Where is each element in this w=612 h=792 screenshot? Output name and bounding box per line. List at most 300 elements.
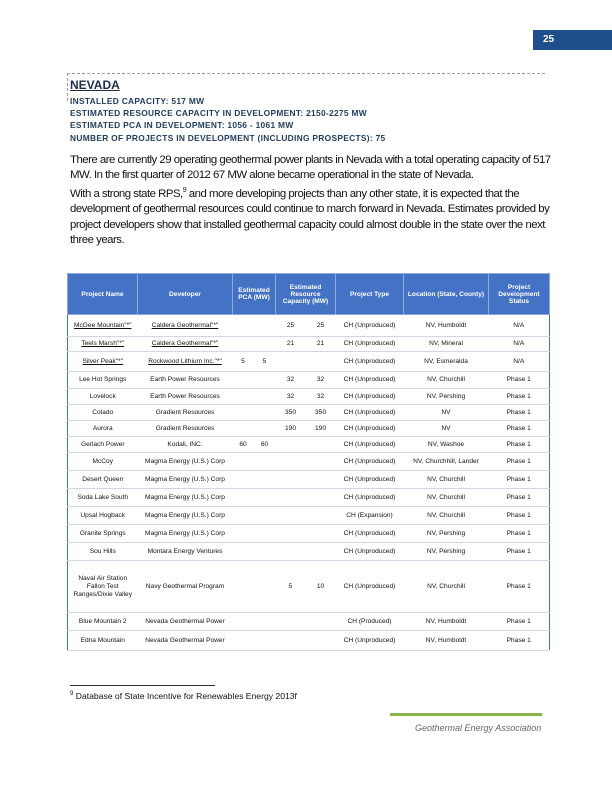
cell-text: CH (Unproduced) [343,475,396,483]
table-cell [138,613,233,631]
footer-org: Geothermal Energy Association [415,723,542,733]
cell-text: 10 [316,582,325,590]
column-header: Estimated Resource Capacity (MW) [276,274,336,315]
table-cell [233,337,254,352]
table-row [68,613,550,631]
cell-text: NV, Churchill [427,475,465,483]
column-header: Developer [138,274,233,315]
table-cell [276,337,306,352]
table-cell [489,405,550,421]
cell-text: Phase 1 [506,475,531,483]
table-cell [276,561,306,613]
table-cell [138,315,233,337]
footnote-number: 9 [70,691,74,698]
cell-text: NV, Humboldt [425,321,467,329]
table-cell [404,389,489,405]
table-row [68,561,550,613]
table-cell [404,613,489,631]
table-cell [254,613,276,631]
table-row [68,389,550,405]
cell-text: NV, Churchill [427,493,465,501]
cell-text: 350 [314,408,326,416]
table-cell [254,543,276,561]
cell-text: NV, Mineral [429,340,463,347]
cell-text: Phase 1 [506,547,531,555]
table-cell [336,507,404,525]
cell-text: NV, Humboldt [425,636,467,644]
cell-text: NV, Humboldt [425,617,467,625]
cell-text: Soda Lake South [77,493,129,501]
table-cell [233,372,254,389]
table-cell [404,352,489,372]
cell-text: NV, Pershing [426,392,466,400]
cell-text: NV, Churchill [427,511,465,519]
cell-text: 60 [260,440,269,448]
table-cell [404,405,489,421]
cell-text: Phase 1 [506,408,531,416]
cell-text: Montara Energy Ventures [147,547,223,555]
table-cell [233,525,254,543]
table-cell [489,372,550,389]
cell-text: Magma Energy (U.S.) Corp [145,475,225,483]
table-cell [68,337,138,352]
cell-text: 350 [284,408,296,416]
table-cell [404,471,489,489]
cell-text: N/A [513,357,525,365]
cell-text: Naval Air Station Fallon Test Ranges/Dixie Valley [73,574,133,598]
table-cell [276,489,306,507]
projects-table [67,273,550,651]
cell-text: CH (Unproduced) [343,408,396,416]
cell-text: CH (Unproduced) [343,493,396,501]
table-cell [254,489,276,507]
table-cell [404,561,489,613]
table-cell [489,561,550,613]
divider [67,73,545,74]
cell-text: 21 [316,340,325,347]
cell-text: 25 [286,321,295,329]
footnote-rule [70,685,215,686]
table-cell [404,543,489,561]
table-cell [404,421,489,437]
table-cell [306,613,336,631]
cell-text: Gradient Resources [155,408,215,416]
table-cell [489,489,550,507]
table-cell [404,489,489,507]
table-cell [336,337,404,352]
cell-text: Teels Marsh"*" [81,340,125,347]
table-row [68,471,550,489]
table-cell [233,471,254,489]
table-cell [254,437,276,453]
table-cell [306,631,336,651]
cell-text: Phase 1 [506,392,531,400]
cell-text: McGee Mountain"*" [74,321,132,329]
table-cell [306,507,336,525]
table-cell [68,437,138,453]
footer-rule [390,713,542,716]
cell-text: Colado [92,408,114,416]
table-cell [306,352,336,372]
table-cell [404,525,489,543]
table-cell [233,315,254,337]
cell-text: CH (Unproduced) [343,340,396,347]
table-cell [138,489,233,507]
table-cell [233,613,254,631]
table-cell [233,453,254,471]
cell-text: Phase 1 [506,424,531,432]
stat-line: ESTIMATED RESOURCE CAPACITY IN DEVELOPMENT: 2150-2275 MW [70,108,367,119]
table-cell [233,507,254,525]
cell-text: 32 [316,392,325,400]
table-cell [68,543,138,561]
table-cell [489,437,550,453]
table-cell [233,437,254,453]
cell-text: CH (Unproduced) [343,376,396,383]
table-cell [68,489,138,507]
cell-text: NV, Churchill [427,582,465,590]
cell-text: CH (Unproduced) [343,636,396,644]
table-cell [254,372,276,389]
table-cell [336,437,404,453]
cell-text: 32 [316,376,325,383]
table-cell [404,631,489,651]
cell-text: Magma Energy (U.S.) Corp [145,493,225,501]
table-cell [306,437,336,453]
cell-text: NV, Churchhill, Lander [413,457,479,465]
table-cell [138,453,233,471]
table-cell [68,421,138,437]
table-cell [276,372,306,389]
column-header: Project Development Status [489,274,550,315]
table-cell [138,507,233,525]
cell-text: 190 [314,424,326,432]
table-cell [489,389,550,405]
cell-text: Phase 1 [506,376,531,383]
cell-text: McCoy [92,457,113,465]
table-cell [254,507,276,525]
column-header: Estimated PCA (MW) [233,274,276,315]
text: and more developing projects than any other state, it is expected that the development of geothermal resources could continue to march forward in Nevada. Estimates provided by project developers show that installed geothermal capacity could almost double in the state over the next three years. [70,188,550,246]
table-cell [306,543,336,561]
cell-text: Magma Energy (U.S.) Corp [145,529,225,537]
cell-text: Silver Peak"*" [82,357,124,365]
section-title: NEVADA [70,78,120,92]
table-cell [404,337,489,352]
cell-text: CH (Unproduced) [343,457,396,465]
cell-text: Magma Energy (U.S.) Corp [145,511,225,519]
table-cell [404,453,489,471]
table-cell [336,453,404,471]
table-cell [489,421,550,437]
table-cell [68,352,138,372]
cell-text: CH (Unproduced) [343,357,396,365]
table-row [68,421,550,437]
table-cell [138,372,233,389]
cell-text: Earth Power Resources [150,376,220,383]
table-cell [336,631,404,651]
cell-text: Upsal Hogback [80,511,126,519]
table-cell [276,543,306,561]
cell-text: NV, Esmeralda [424,357,468,365]
table-cell [254,315,276,337]
table-cell [138,405,233,421]
table-cell [276,421,306,437]
cell-text: 5 [262,357,267,365]
cell-text: CH (Unproduced) [343,392,396,400]
cell-text: Edna Mountain [80,636,125,644]
cell-text: Blue Mountain 2 [78,617,127,625]
table-cell [254,471,276,489]
table-cell [336,561,404,613]
cell-text: Nevada Geothermal Power [145,636,225,644]
table-cell [276,405,306,421]
table-cell [276,471,306,489]
table-cell [68,405,138,421]
table-cell [404,507,489,525]
table-cell [336,315,404,337]
page-number: 25 [533,30,612,50]
table-cell [138,352,233,372]
table-cell [276,507,306,525]
table-row [68,315,550,337]
table-row [68,352,550,372]
cell-text: CH (Unproduced) [343,440,396,448]
table-cell [138,421,233,437]
table-cell [336,405,404,421]
table-cell [306,525,336,543]
table-cell [489,543,550,561]
cell-text: NV, Churchill [427,376,465,383]
table-cell [254,352,276,372]
cell-text: Phase 1 [506,511,531,519]
stat-line: ESTIMATED PCA IN DEVELOPMENT: 1056 - 1061 MW [70,120,294,131]
cell-text: CH (Expansion) [346,511,393,519]
cell-text: Gerlach Power [80,440,125,448]
cell-text: CH (Unproduced) [343,321,396,329]
table-cell [68,631,138,651]
table-cell [306,337,336,352]
table-cell [489,453,550,471]
table-cell [489,631,550,651]
table-cell [138,543,233,561]
cell-text: Desert Queen [82,475,124,483]
table-cell [233,561,254,613]
table-cell [306,489,336,507]
table-cell [336,525,404,543]
table-cell [336,613,404,631]
table-cell [336,352,404,372]
table-row [68,337,550,352]
table-cell [233,389,254,405]
divider [67,73,68,101]
cell-text: N/A [513,340,525,347]
paragraph [70,183,552,248]
table-cell [138,525,233,543]
table-cell [489,337,550,352]
cell-text: Sou Hills [89,547,116,555]
cell-text: CH (Unproduced) [343,547,396,555]
table-row [68,405,550,421]
table-cell [138,471,233,489]
table-cell [306,561,336,613]
table-cell [138,337,233,352]
table-cell [336,389,404,405]
table-cell [68,372,138,389]
table-row [68,525,550,543]
table-cell [306,471,336,489]
table-cell [138,561,233,613]
table-cell [68,389,138,405]
table-row [68,437,550,453]
table-cell [254,405,276,421]
cell-text: NV, Washoe [427,440,465,448]
table-cell [68,561,138,613]
cell-text: Aurora [92,424,113,432]
table-cell [336,543,404,561]
cell-text: 32 [286,376,295,383]
table-cell [276,389,306,405]
table-cell [254,453,276,471]
cell-text: Nevada Geothermal Power [145,617,225,625]
cell-text: NV, Pershing [426,529,466,537]
table-cell [306,315,336,337]
cell-text: Navy Geothermal Program [145,582,225,590]
table-cell [276,525,306,543]
stats-block [70,95,386,144]
table-cell [68,507,138,525]
cell-text: Caldera Geothermal"*" [151,321,219,329]
stat-line: INSTALLED CAPACITY: 517 MW [70,96,205,106]
table-cell [68,315,138,337]
text: With a strong state RPS, [70,188,183,201]
table-cell [489,471,550,489]
cell-text: Gradient Resources [155,424,215,432]
table-cell [233,543,254,561]
cell-text: N/A [513,321,525,329]
table-cell [489,352,550,372]
table-cell [254,631,276,651]
cell-text: 5 [288,582,293,590]
table-cell [306,453,336,471]
cell-text: CH (Produced) [347,617,392,625]
table-cell [489,315,550,337]
table-cell [254,389,276,405]
cell-text: NV, Pershing [426,547,466,555]
table-cell [254,421,276,437]
table-cell [233,352,254,372]
table-row [68,489,550,507]
cell-text: Phase 1 [506,529,531,537]
footnote-ref: 9 [182,187,187,195]
table-cell [254,525,276,543]
table-cell [276,437,306,453]
cell-text: Phase 1 [506,493,531,501]
cell-text: 190 [284,424,296,432]
cell-text: Kodali, INC. [167,440,203,448]
cell-text: 21 [286,340,295,347]
footnote [70,691,297,701]
table-cell [233,421,254,437]
table-cell [489,525,550,543]
column-header: Location (State, County) [404,274,489,315]
table-cell [336,372,404,389]
table-cell [254,561,276,613]
body-text [70,153,552,248]
cell-text: Phase 1 [506,440,531,448]
table-row [68,631,550,651]
table-cell [306,372,336,389]
table-cell [254,337,276,352]
cell-text: Phase 1 [506,457,531,465]
table-cell [306,389,336,405]
cell-text: Phase 1 [506,636,531,644]
cell-text: CH (Unproduced) [343,582,396,590]
cell-text: Phase 1 [506,617,531,625]
cell-text: 32 [286,392,295,400]
table-cell [233,405,254,421]
cell-text: Lee Hot Springs [79,376,127,383]
cell-text: NV [441,424,451,432]
table-cell [138,631,233,651]
table-cell [276,453,306,471]
table-cell [306,421,336,437]
cell-text: Magma Energy (U.S.) Corp [145,457,225,465]
paragraph: There are currently 29 operating geothermal power plants in Nevada with a total operating capacity of 517 MW. In the first quarter of 2012 67 MW alone became operational in the state of Nevada. [70,154,551,182]
cell-text: 5 [241,357,245,365]
cell-text: 25 [316,321,325,329]
table-cell [336,471,404,489]
table-row [68,543,550,561]
table-cell [276,315,306,337]
table-cell [276,631,306,651]
table-cell [138,437,233,453]
table-cell [489,613,550,631]
table-cell [276,352,306,372]
table-cell [68,471,138,489]
table-row [68,507,550,525]
cell-text: Caldera Geothermal"*" [151,340,219,347]
cell-text: Granite Springs [79,529,126,537]
cell-text: Earth Power Resources [150,392,220,400]
table-cell [306,405,336,421]
table-cell [138,389,233,405]
cell-text: Phase 1 [506,582,531,590]
table-cell [404,437,489,453]
cell-text: Lovelock [89,392,116,400]
table-cell [489,507,550,525]
cell-text: 60 [239,440,247,448]
table-cell [336,489,404,507]
column-header: Project Type [336,274,404,315]
table-cell [68,525,138,543]
table-cell [404,372,489,389]
column-header: Project Name [68,274,138,315]
table-cell [276,613,306,631]
table-cell [404,315,489,337]
cell-text: CH (Unproduced) [343,529,396,537]
cell-text: Rockwood Lithium Inc."*" [148,357,222,365]
stat-line: NUMBER OF PROJECTS IN DEVELOPMENT (INCLUDING PROSPECTS): 75 [70,132,386,143]
table-row [68,453,550,471]
table-cell [68,453,138,471]
table-cell [233,489,254,507]
table-cell [336,421,404,437]
cell-text: CH (Unproduced) [343,424,396,432]
cell-text: NV [441,408,451,416]
footnote-text: Database of State Incentive for Renewables Energy 2013f [75,691,297,701]
table-row [68,372,550,389]
